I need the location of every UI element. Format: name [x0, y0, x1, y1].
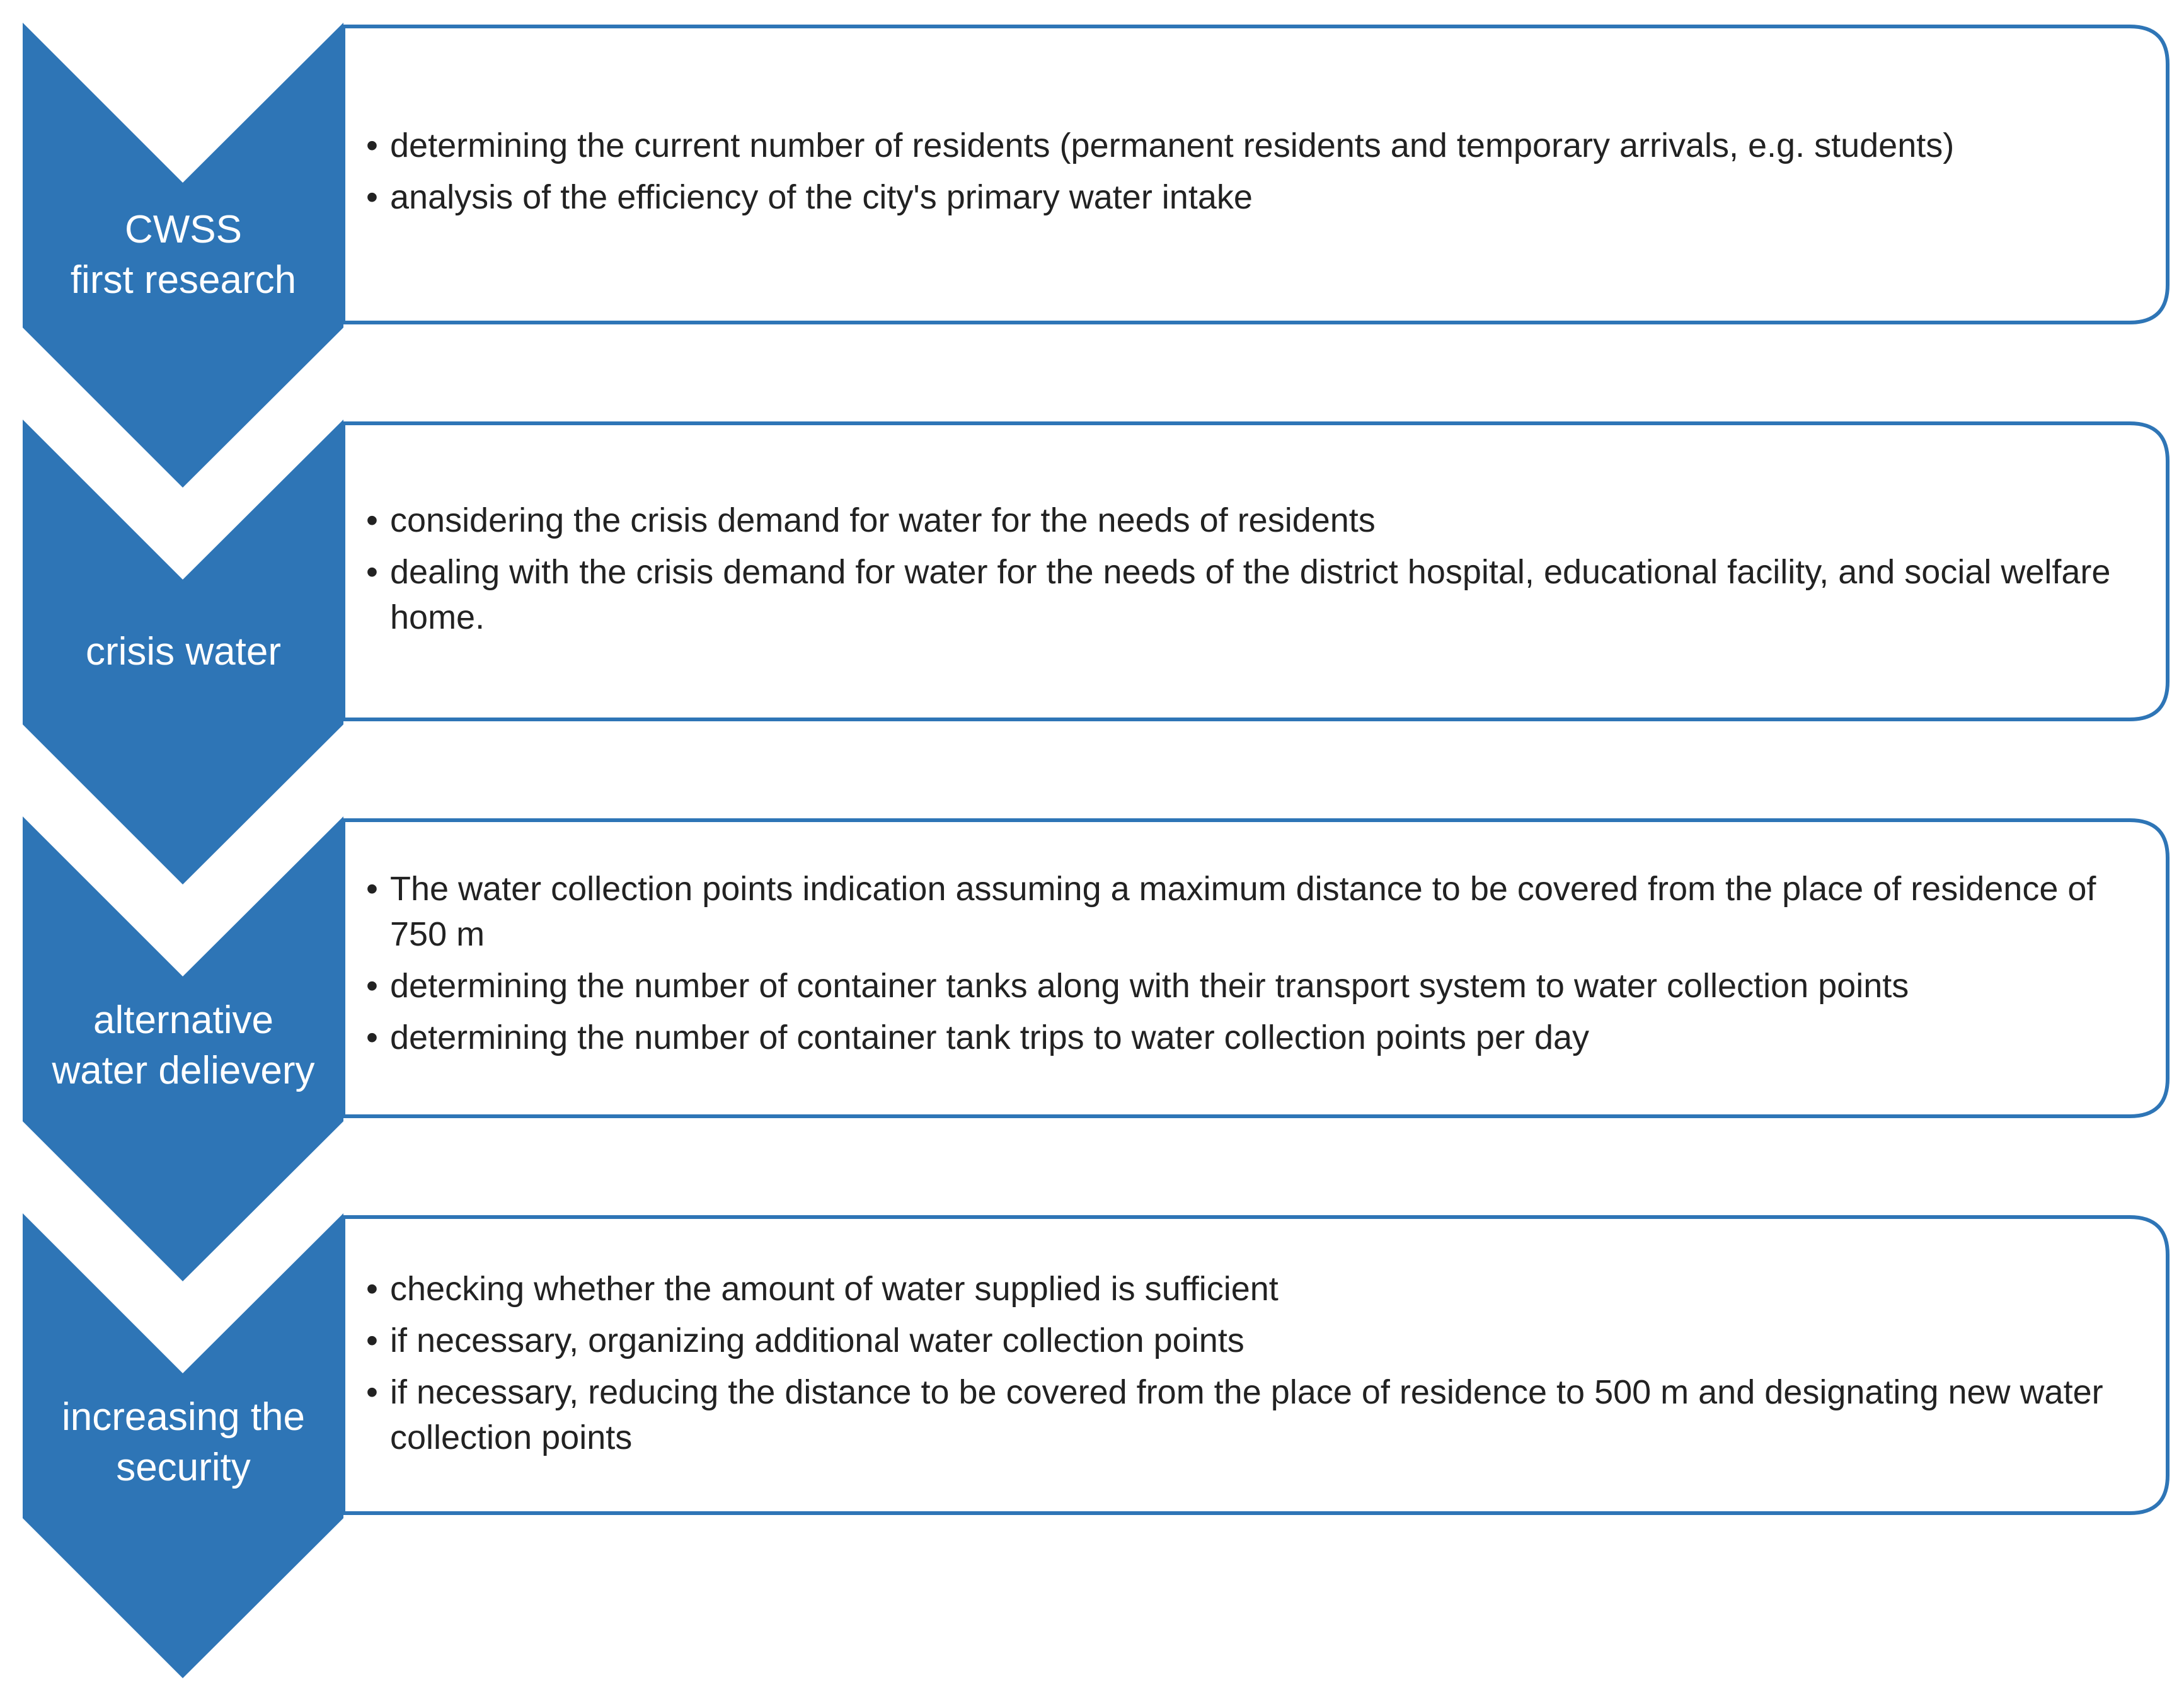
- step-title-3-line-2: water delievery: [52, 1049, 315, 1092]
- step-title-4: [23, 1370, 344, 1515]
- step-bullets-1: [362, 123, 2152, 226]
- step-bullets-2: [362, 498, 2152, 646]
- step-title-3-line-1: alternative: [93, 998, 274, 1042]
- step-title-1: [23, 183, 344, 328]
- bullet-4-3: • if necessary, reducing the distance to be covered from the place of residence to 500 m and designating new water collection points: [362, 1370, 2152, 1460]
- bullet-3-1: • The water collection points indication assuming a maximum distance to be covered from the place of residence of 750 m: [362, 866, 2152, 957]
- bullet-4-1: • checking whether the amount of water supplied is sufficient: [362, 1266, 2152, 1312]
- bullet-3-3: • determining the number of container tank trips to water collection points per day: [362, 1015, 2152, 1060]
- step-bullets-3: [362, 866, 2152, 1067]
- step-title-4-line-2: security: [116, 1446, 251, 1489]
- bullet-4-2: • if necessary, organizing additional water collection points: [362, 1318, 2152, 1363]
- step-title-3: [23, 973, 344, 1118]
- step-title-4-line-1: increasing the: [61, 1395, 306, 1439]
- step-bullets-4: [362, 1266, 2152, 1467]
- step-title-2: [23, 605, 344, 699]
- step-title-2-line-1: crisis water: [85, 630, 282, 673]
- bullet-3-2: • determining the number of container tanks along with their transport system to water collection points: [362, 963, 2152, 1009]
- step-title-1-line-1: CWSS: [125, 208, 242, 251]
- bullet-2-2: • dealing with the crisis demand for water for the needs of the district hospital, educational facility, and social welfare home.: [362, 549, 2152, 640]
- bullet-2-1: • considering the crisis demand for water for the needs of residents: [362, 498, 2152, 543]
- step-title-1-line-2: first research: [70, 258, 297, 302]
- bullet-1-2: • analysis of the efficiency of the city's primary water intake: [362, 174, 2152, 220]
- bullet-1-1: • determining the current number of residents (permanent residents and temporary arrivals, e.g. students): [362, 123, 2152, 168]
